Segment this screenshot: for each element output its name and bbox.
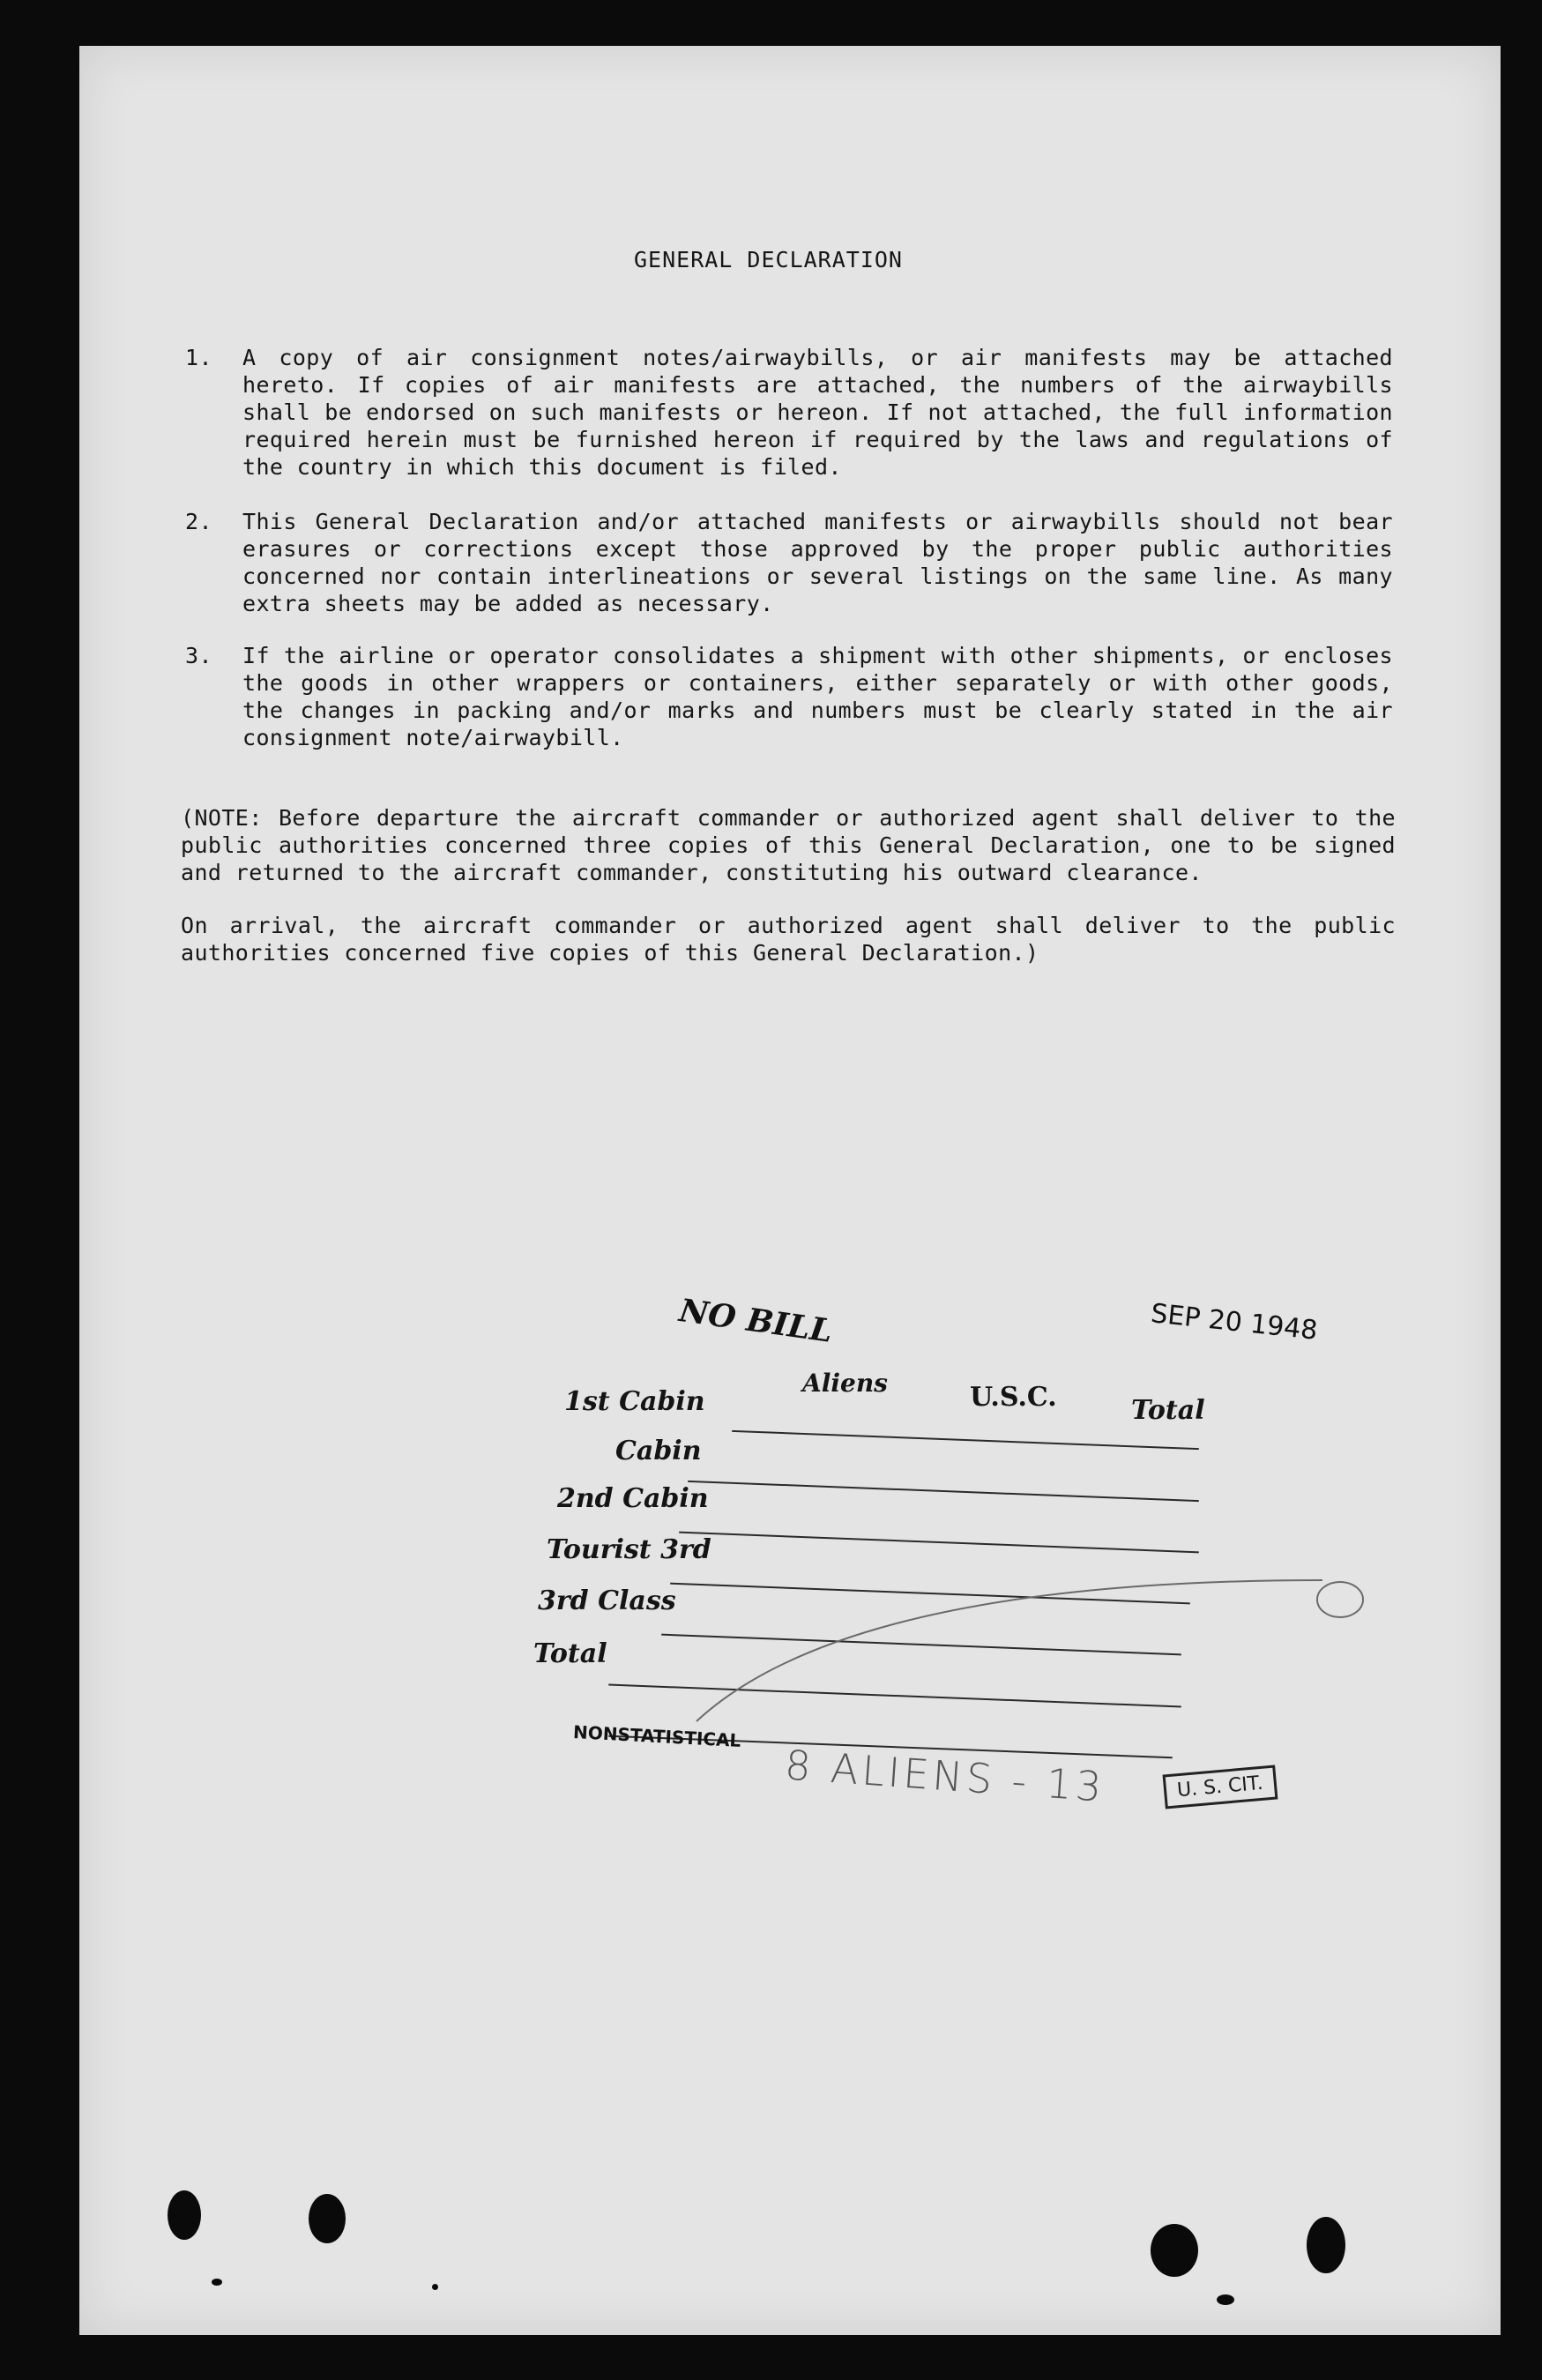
ink-speck [212, 2279, 222, 2286]
col-total: Total [1131, 1395, 1205, 1426]
note-arrival: On arrival, the aircraft commander or authorized agent shall deliver to the public authorities concerned five copies of this General Declaration.) [181, 913, 1396, 966]
item-3-text: If the airline or operator consolidates a shipment with other shipments, or encloses the goods in other wrappers or containers, either separately or with other goods, the changes in packing and/or marks and numbers must be clearly stated in the air consignment note/airwaybill. [242, 643, 1393, 750]
ink-speck [1217, 2294, 1234, 2305]
handwritten-aliens-note: 8 ALIENS - 13 [783, 1741, 1107, 1811]
col-aliens: Aliens [802, 1369, 888, 1398]
col-usc: U.S.C. [970, 1382, 1057, 1413]
item-1-number: 1. [185, 345, 212, 370]
item-1 [185, 344, 1393, 481]
date-stamp: SEP 20 1948 [1149, 1298, 1319, 1347]
item-3-number: 3. [185, 643, 212, 668]
item-2-number: 2. [185, 509, 212, 534]
us-cit-stamp: U. S. CIT. [1163, 1765, 1278, 1809]
form-line [679, 1532, 1199, 1554]
nonstatistical-stamp: NONSTATISTICAL [572, 1721, 741, 1751]
row-tourist-3rd: Tourist 3rd [547, 1534, 711, 1565]
row-2nd-cabin: 2nd Cabin [557, 1483, 709, 1514]
form-line [732, 1430, 1199, 1450]
row-cabin: Cabin [615, 1436, 702, 1466]
item-1-text: A copy of air consignment notes/airwaybills, or air manifests may be attached hereto. If copies of air manifests are attached, the numbers of the airwaybills shall be endorsed on such manifests or hereon. If not attached, the full information required herein must be furnished hereon if required by the laws and regulations of the country in which this document is filed. [242, 345, 1393, 480]
document-page [79, 46, 1501, 2335]
ink-blot [168, 2190, 201, 2240]
item-3 [185, 642, 1393, 751]
no-bill-stamp: NO BILL [676, 1292, 835, 1350]
ink-blot [309, 2194, 346, 2243]
form-line [688, 1481, 1199, 1502]
item-2-text: This General Declaration and/or attached manifests or airwaybills should not bear erasures or corrections except those approved by the proper public authorities concerned nor contain interlineations or several listings on the same line. As many extra sheets may be added as necessary. [242, 509, 1393, 616]
ink-blot [1307, 2217, 1345, 2273]
row-1st-cabin: 1st Cabin [564, 1386, 705, 1417]
note-departure: (NOTE: Before departure the aircraft commander or authorized agent shall deliver to the public authorities concerned three copies of this General Declaration, one to be signed and returned to the aircraft commander, constituting his outward clearance. [181, 805, 1396, 885]
document-title: GENERAL DECLARATION [634, 247, 903, 272]
pencil-stroke [688, 1571, 1375, 1730]
row-3rd-class: 3rd Class [538, 1585, 676, 1616]
ink-blot [1151, 2224, 1198, 2277]
ink-speck [432, 2284, 438, 2290]
item-2 [185, 508, 1393, 617]
row-total: Total [533, 1638, 607, 1669]
